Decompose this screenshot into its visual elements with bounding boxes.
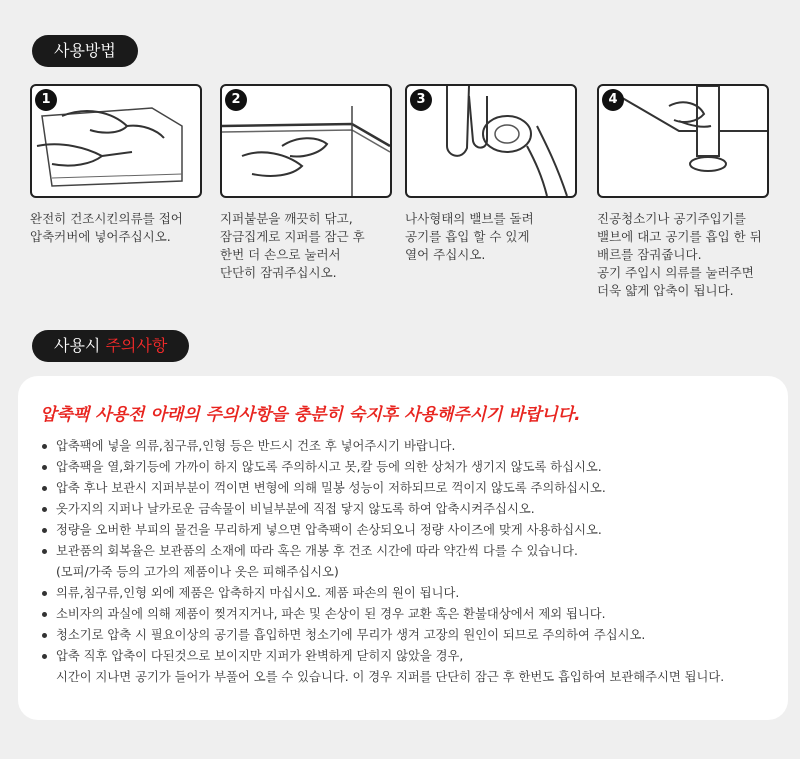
step-text-line: 배르를 잠궈줍니다. xyxy=(597,247,702,262)
caution-title-accent: 주의사항 xyxy=(105,336,168,355)
caution-card xyxy=(18,376,788,720)
step-text-line: 공기를 흡입 할 수 있게 xyxy=(405,229,530,244)
caution-item: (모피/가죽 등의 고가의 제품이나 옷은 피해주십시오) xyxy=(56,565,339,579)
step-1 xyxy=(30,84,202,246)
how-to-use-title: 사용방법 xyxy=(54,41,116,60)
caution-item: 청소기로 압축 시 필요이상의 공기를 흡입하면 청소기에 무리가 생겨 고장의 원인이 되므로 주의하여 주십시오. xyxy=(40,625,724,646)
caution-item: 압축 후나 보관시 지퍼부분이 꺽이면 변형에 의해 밀봉 성능이 저하되므로 꺽이지 않도록 주의하십시오. xyxy=(40,478,724,499)
step-number-badge: 2 xyxy=(225,89,247,111)
step-3-description xyxy=(405,210,577,264)
step-number-badge: 1 xyxy=(35,89,57,111)
caution-item: 시간이 지나면 공기가 들어가 부풀어 오를 수 있습니다. 이 경우 지퍼를 단단히 잠근 후 한번도 흡입하여 보관해주시면 됩니다. xyxy=(56,670,725,684)
step-text-line: 지퍼붙분을 깨끗히 닦고, xyxy=(220,211,353,226)
caution-item: 소비자의 과실에 의해 제품이 찢겨지거나, 파손 및 손상이 된 경우 교환 혹은 환불대상에서 제외 됩니다. xyxy=(40,604,724,625)
section-title-caution xyxy=(32,330,189,362)
caution-item: 압축팩을 열,화기등에 가까이 하지 않도록 주의하시고 못,칼 등에 의한 상처가 생기지 않도록 하십시오. xyxy=(40,457,724,478)
zipper-closing-illustration xyxy=(222,86,390,196)
step-4 xyxy=(597,84,769,300)
step-text-line: 더욱 얇게 압축이 됩니다. xyxy=(597,283,734,298)
step-1-description xyxy=(30,210,202,246)
step-text-line: 압축커버에 넣어주십시오. xyxy=(30,229,171,244)
caution-item: 압축 직후 압축이 다된것으로 보이지만 지퍼가 완벽하게 닫히지 않았을 경우, xyxy=(40,646,724,667)
step-3-illustration xyxy=(405,84,577,198)
caution-item: 압축팩에 넣을 의류,침구류,인형 등은 반드시 건조 후 넣어주시기 바랍니다. xyxy=(40,436,724,457)
step-text-line: 잠금집게로 지퍼를 잠근 후 xyxy=(220,229,365,244)
folding-clothes-illustration xyxy=(32,86,200,196)
step-text-line: 완전히 건조시킨의류를 접어 xyxy=(30,211,183,226)
vacuum-suction-illustration xyxy=(599,86,767,196)
step-text-line: 진공청소기나 공기주입기를 xyxy=(597,211,746,226)
caution-list xyxy=(40,436,724,688)
section-title-how-to-use xyxy=(32,35,138,67)
step-text-line: 열어 주십시오. xyxy=(405,247,486,262)
step-text-line: 한번 더 손으로 눌러서 xyxy=(220,247,341,262)
step-number-badge: 4 xyxy=(602,89,624,111)
step-text-line: 단단히 잠궈주십시오. xyxy=(220,265,337,280)
valve-opening-illustration xyxy=(407,86,575,196)
step-text-line: 공기 주입시 의류를 눌러주면 xyxy=(597,265,754,280)
step-text-line: 나사형태의 밸브를 돌려 xyxy=(405,211,534,226)
step-text-line: 밸브에 대고 공기를 흡입 한 뒤 xyxy=(597,229,762,244)
caution-item: 정량을 오버한 부피의 물건을 무리하게 넣으면 압축팩이 손상되오니 정량 사이즈에 맞게 사용하십시오. xyxy=(40,520,724,541)
caution-item: 옷가지의 지퍼나 날카로운 금속물이 비닐부분에 직접 닿지 않도록 하여 압축시켜주십시오. xyxy=(40,499,724,520)
caution-item: 보관품의 회복율은 보관품의 소재에 따라 혹은 개봉 후 건조 시간에 따라 약간씩 다를 수 있습니다. xyxy=(40,541,724,562)
step-4-description xyxy=(597,210,769,300)
caution-title-prefix: 사용시 xyxy=(54,336,101,355)
step-2-description xyxy=(220,210,392,282)
caution-item: 의류,침구류,인형 외에 제품은 압축하지 마십시오. 제품 파손의 원이 됩니다. xyxy=(40,583,724,604)
step-1-illustration xyxy=(30,84,202,198)
caution-heading: 압축팩 사용전 아래의 주의사항을 충분히 숙지후 사용해주시기 바랍니다. xyxy=(40,405,581,425)
step-4-illustration xyxy=(597,84,769,198)
step-3 xyxy=(405,84,577,264)
step-2 xyxy=(220,84,392,282)
step-number-badge: 3 xyxy=(410,89,432,111)
step-2-illustration xyxy=(220,84,392,198)
